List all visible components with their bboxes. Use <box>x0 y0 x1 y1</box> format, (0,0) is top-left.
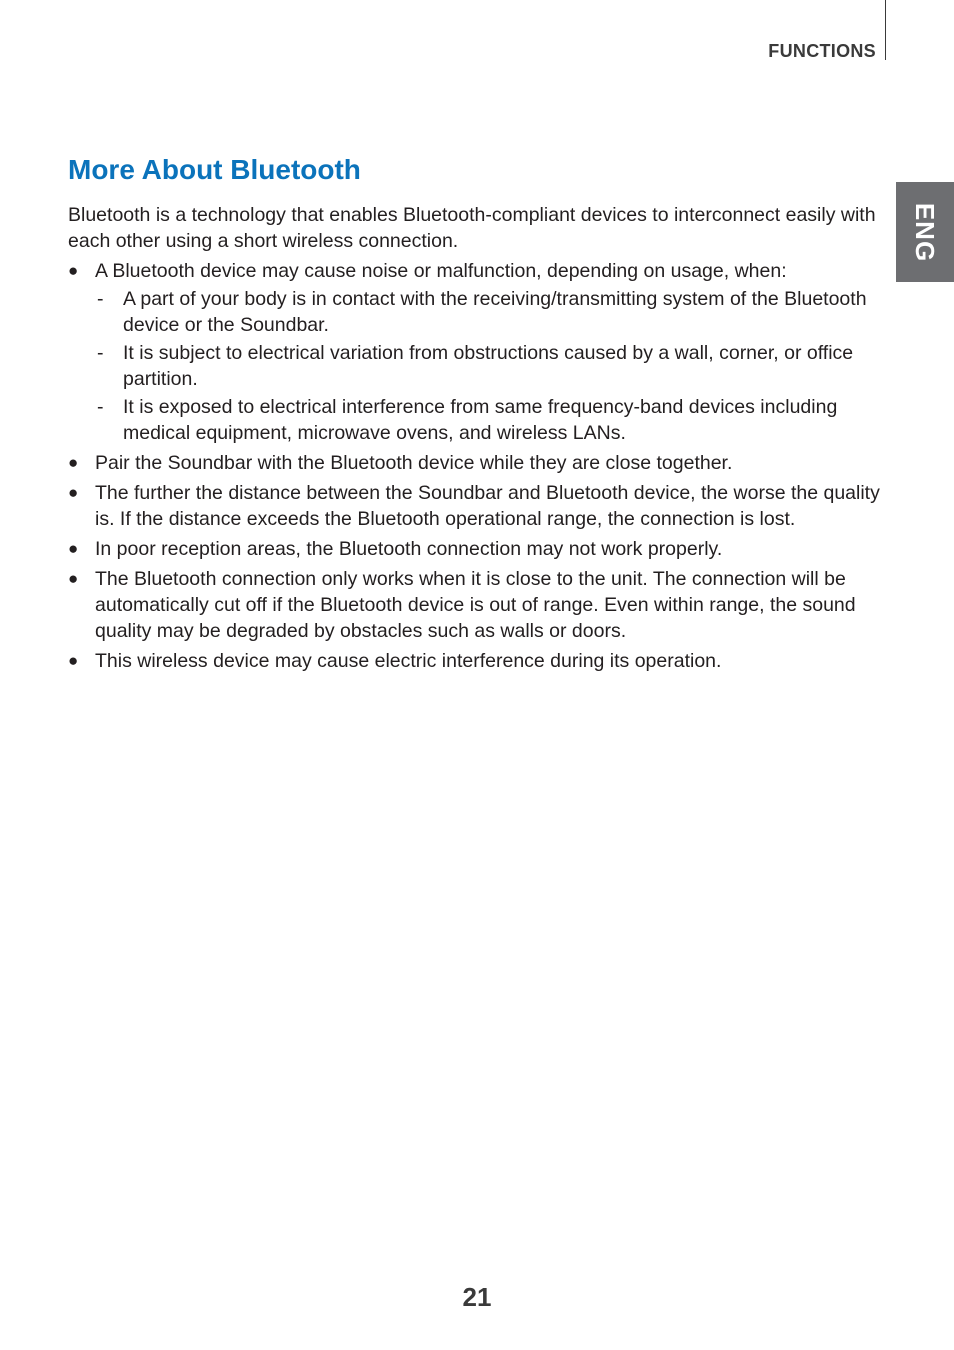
list-item <box>68 566 890 644</box>
bullet-icon: ● <box>68 453 79 472</box>
list-item <box>68 536 890 562</box>
list-item-text: The further the distance between the Soundbar and Bluetooth device, the worse the quality is. If the distance exceeds the Bluetooth operational range, the connection is lost. <box>95 482 880 530</box>
bullet-icon: ● <box>68 483 79 502</box>
list-item-text: A Bluetooth device may cause noise or malfunction, depending on usage, when: <box>95 260 787 282</box>
language-tab-label: ENG <box>910 202 941 262</box>
list-item <box>68 450 890 476</box>
list-item-text: In poor reception areas, the Bluetooth connection may not work properly. <box>95 538 723 560</box>
bullet-icon: ● <box>68 651 79 670</box>
bullet-icon: ● <box>68 569 79 588</box>
list-item-text: The Bluetooth connection only works when it is close to the unit. The connection will be automatically cut off if the Bluetooth device is out of range. Even within range, the sound quality may be degraded by obstacles such as walls or doors. <box>95 568 856 642</box>
sub-list-item <box>95 340 890 392</box>
header-divider <box>885 0 886 60</box>
list-item-text: This wireless device may cause electric interference during its operation. <box>95 650 722 672</box>
sub-list-item <box>95 286 890 338</box>
sub-list-item <box>95 394 890 446</box>
bullet-icon: ● <box>68 261 79 280</box>
dash-icon: - <box>97 288 104 310</box>
list-item <box>68 648 890 674</box>
intro-paragraph: Bluetooth is a technology that enables Bluetooth-compliant devices to interconnect easily with each other using a short wireless connection. <box>68 204 876 252</box>
dash-icon: - <box>97 396 104 418</box>
list-item-text: Pair the Soundbar with the Bluetooth device while they are close together. <box>95 452 733 474</box>
sub-list <box>95 286 890 446</box>
list-item <box>68 480 890 532</box>
language-tab <box>896 182 954 282</box>
page-number: 21 <box>462 1282 492 1312</box>
sub-list-item-text: It is exposed to electrical interference from same frequency-band devices including medical equipment, microwave ovens, and wireless LANs. <box>123 396 838 444</box>
sub-list-item-text: A part of your body is in contact with the receiving/transmitting system of the Bluetooth device or the Soundbar. <box>123 288 867 336</box>
dash-icon: - <box>97 342 104 364</box>
list-item <box>68 258 890 446</box>
bullet-list <box>68 258 890 674</box>
section-title: More About Bluetooth <box>68 154 361 185</box>
main-content <box>68 152 890 678</box>
section-header-label: FUNCTIONS <box>768 41 876 61</box>
bullet-icon: ● <box>68 539 79 558</box>
sub-list-item-text: It is subject to electrical variation from obstructions caused by a wall, corner, or office partition. <box>123 342 854 390</box>
